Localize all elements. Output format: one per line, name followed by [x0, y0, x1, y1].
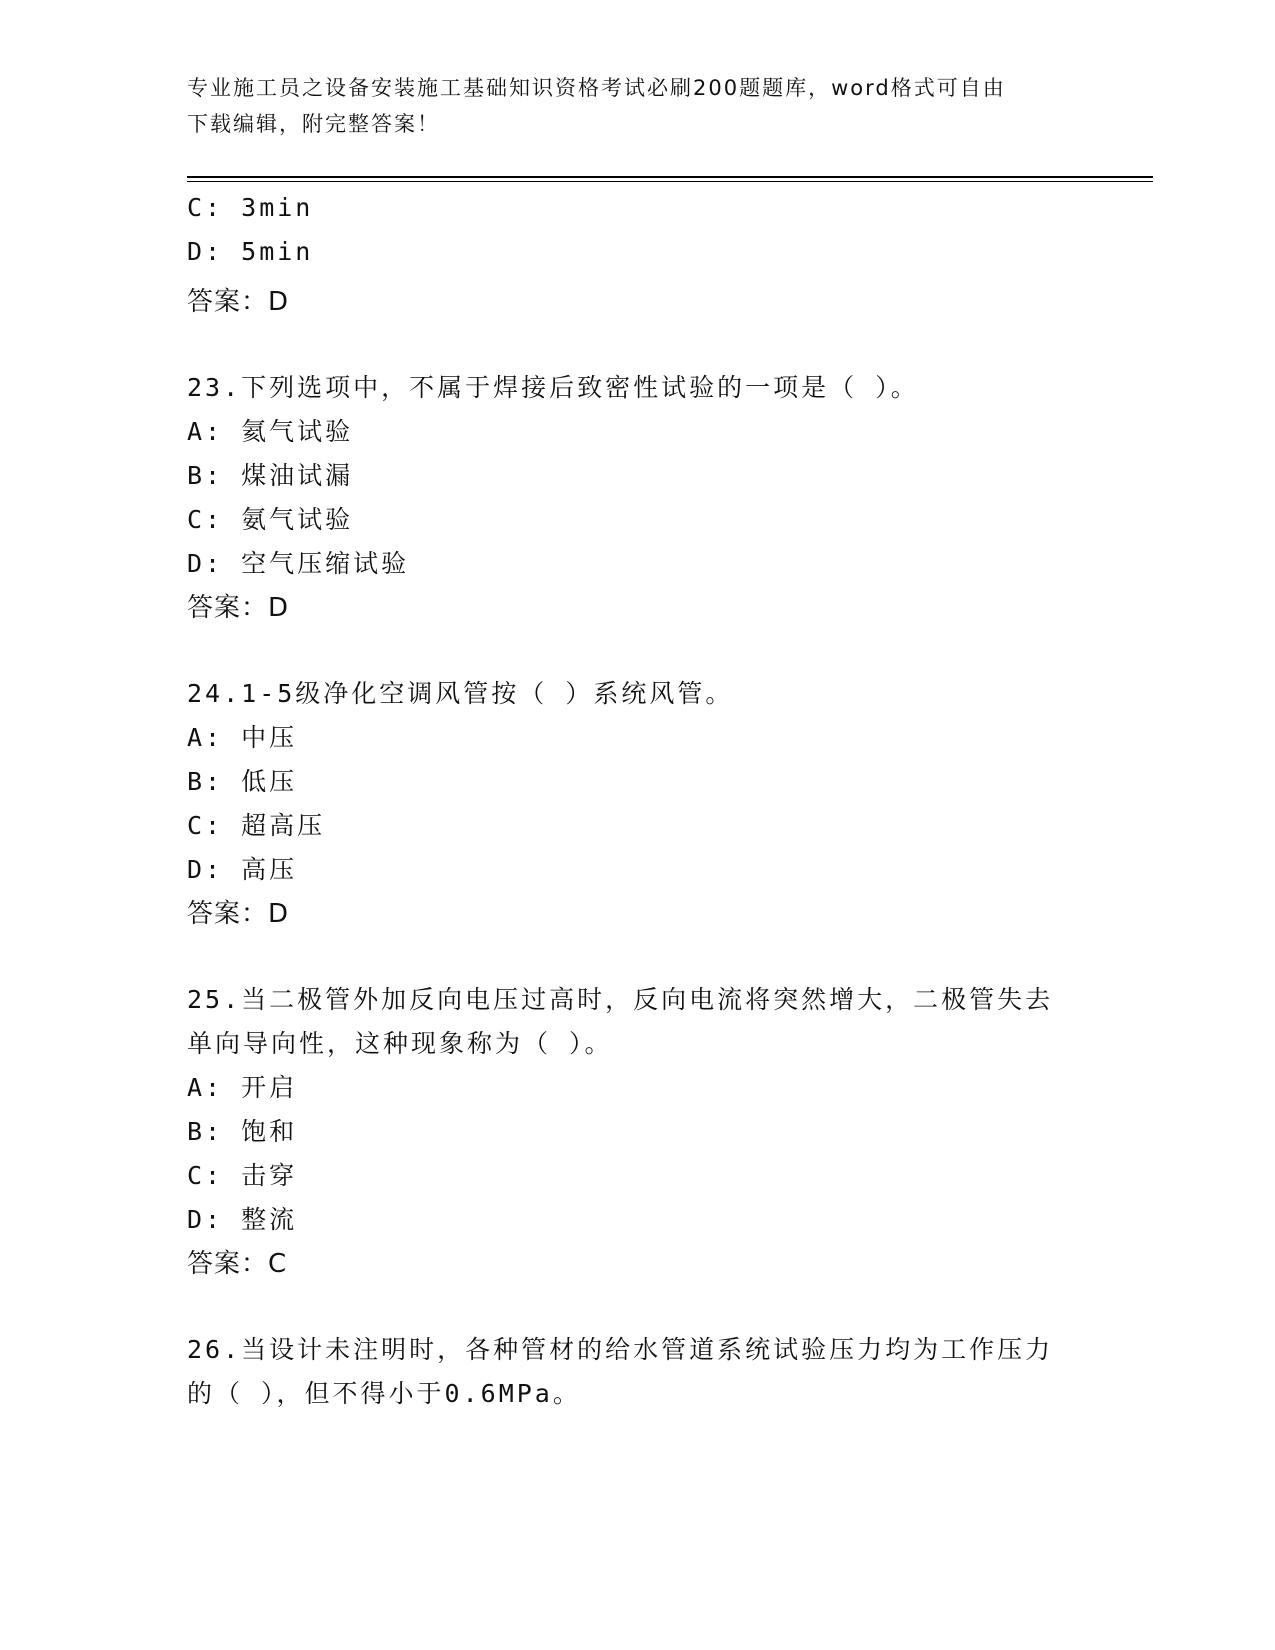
document-header: [187, 70, 1087, 142]
question-25-answer: 答案：C: [187, 1249, 288, 1279]
question-25-option-b: B: 饱和: [187, 1117, 298, 1146]
header-divider-thick: [187, 176, 1153, 178]
question-23-answer: 答案：D: [187, 593, 290, 623]
question-23-stem: 23.下列选项中，不属于焊接后致密性试验的一项是（ ）。: [187, 373, 919, 402]
question-24-option-d: D: 高压: [187, 855, 298, 884]
option-c: C: 3min: [187, 193, 314, 222]
header-title-line-2: 下载编辑，附完整答案！: [187, 112, 440, 136]
question-26-stem-line-2: 的（ ），但不得小于0.6MPa。: [187, 1379, 581, 1408]
header-title-line-1: 专业施工员之设备安装施工基础知识资格考试必刷200题题库，word格式可自由: [187, 76, 1006, 100]
answer-line: 答案：D: [187, 287, 290, 317]
question-23-option-d: D: 空气压缩试验: [187, 549, 410, 578]
question-24-option-a: A: 中压: [187, 723, 298, 752]
question-25-option-d: D: 整流: [187, 1205, 298, 1234]
question-25-option-c: C: 击穿: [187, 1161, 298, 1190]
question-23-option-a: A: 氦气试验: [187, 417, 354, 446]
question-23-option-b: B: 煤油试漏: [187, 461, 354, 490]
question-26-stem-line-1: 26.当设计未注明时，各种管材的给水管道系统试验压力均为工作压力: [187, 1335, 1054, 1364]
question-24-answer: 答案：D: [187, 899, 290, 929]
question-24-option-c: C: 超高压: [187, 811, 326, 840]
question-25-option-a: A: 开启: [187, 1073, 298, 1102]
question-23-option-c: C: 氨气试验: [187, 505, 354, 534]
question-24-option-b: B: 低压: [187, 767, 298, 796]
question-25-stem-line-1: 25.当二极管外加反向电压过高时，反向电流将突然增大，二极管失去: [187, 985, 1054, 1014]
question-25-stem-line-2: 单向导向性，这种现象称为（ ）。: [187, 1029, 613, 1058]
option-d: D: 5min: [187, 237, 314, 266]
header-divider-thin: [187, 181, 1153, 182]
question-24-stem: 24.1-5级净化空调风管按（ ）系统风管。: [187, 679, 734, 708]
